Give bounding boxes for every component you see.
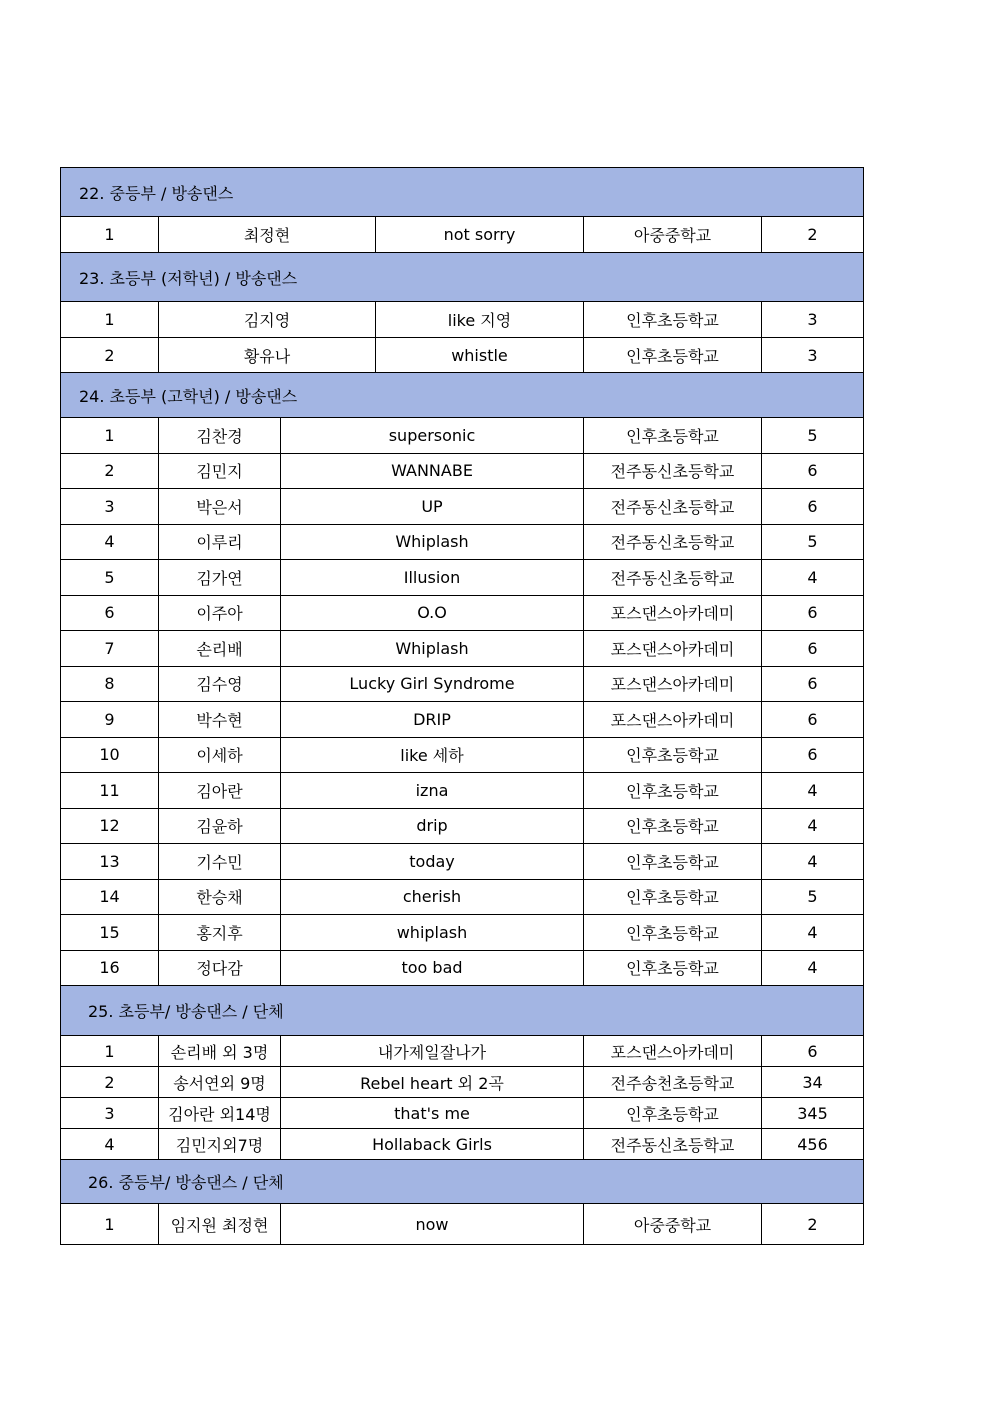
cell-number: 16 bbox=[61, 951, 159, 987]
cell-name: 홍지후 bbox=[159, 915, 281, 951]
cell-song: 내가제일잘나가 bbox=[281, 1036, 584, 1067]
cell-school: 포스댄스아카데미 bbox=[584, 631, 762, 667]
cell-number: 13 bbox=[61, 844, 159, 880]
cell-school: 전주동신초등학교 bbox=[584, 1129, 762, 1160]
section-22 bbox=[60, 167, 864, 253]
cell-name: 손리배 외 3명 bbox=[159, 1036, 281, 1067]
table-row bbox=[60, 951, 864, 987]
cell-song: UP bbox=[281, 489, 584, 525]
cell-grade: 6 bbox=[762, 667, 864, 703]
cell-name: 김찬경 bbox=[159, 418, 281, 454]
section-header: 23. 초등부 (저학년) / 방송댄스 bbox=[60, 253, 864, 302]
section-26 bbox=[60, 1160, 864, 1245]
table-row bbox=[60, 525, 864, 561]
cell-number: 7 bbox=[61, 631, 159, 667]
cell-number: 8 bbox=[61, 667, 159, 703]
cell-name: 이주아 bbox=[159, 596, 281, 632]
cell-name: 최정현 bbox=[159, 217, 376, 253]
cell-number: 11 bbox=[61, 773, 159, 809]
table-row bbox=[60, 1204, 864, 1245]
cell-number: 3 bbox=[61, 1098, 159, 1129]
cell-number: 10 bbox=[61, 738, 159, 774]
cell-name: 박수현 bbox=[159, 702, 281, 738]
cell-grade: 6 bbox=[762, 702, 864, 738]
cell-grade: 4 bbox=[762, 951, 864, 987]
cell-number: 4 bbox=[61, 1129, 159, 1160]
cell-school: 전주송천초등학교 bbox=[584, 1067, 762, 1098]
cell-number: 14 bbox=[61, 880, 159, 916]
cell-song: Hollaback Girls bbox=[281, 1129, 584, 1160]
cell-school: 전주동신초등학교 bbox=[584, 454, 762, 490]
cell-grade: 4 bbox=[762, 560, 864, 596]
table-row bbox=[60, 1129, 864, 1160]
cell-name: 정다감 bbox=[159, 951, 281, 987]
section-25-rows bbox=[60, 1036, 864, 1160]
cell-name: 김민지외7명 bbox=[159, 1129, 281, 1160]
section-23 bbox=[60, 253, 864, 373]
cell-song: too bad bbox=[281, 951, 584, 987]
section-header: 22. 중등부 / 방송댄스 bbox=[60, 167, 864, 217]
cell-grade: 2 bbox=[762, 217, 864, 253]
cell-name: 기수민 bbox=[159, 844, 281, 880]
cell-song: izna bbox=[281, 773, 584, 809]
cell-grade: 6 bbox=[762, 1036, 864, 1067]
section-header: 26. 중등부/ 방송댄스 / 단체 bbox=[60, 1160, 864, 1204]
table-row bbox=[60, 738, 864, 774]
table-row bbox=[60, 809, 864, 845]
cell-grade: 4 bbox=[762, 844, 864, 880]
cell-song: like 세하 bbox=[281, 738, 584, 774]
section-26-rows bbox=[60, 1204, 864, 1245]
cell-number: 3 bbox=[61, 489, 159, 525]
cell-number: 2 bbox=[61, 1067, 159, 1098]
cell-grade: 34 bbox=[762, 1067, 864, 1098]
cell-number: 1 bbox=[61, 1204, 159, 1245]
cell-name: 이세하 bbox=[159, 738, 281, 774]
cell-school: 인후초등학교 bbox=[584, 1098, 762, 1129]
cell-grade: 3 bbox=[762, 302, 864, 338]
cell-school: 인후초등학교 bbox=[584, 418, 762, 454]
cell-song: Whiplash bbox=[281, 631, 584, 667]
cell-school: 전주동신초등학교 bbox=[584, 489, 762, 525]
cell-song: that's me bbox=[281, 1098, 584, 1129]
cell-grade: 5 bbox=[762, 880, 864, 916]
cell-number: 2 bbox=[61, 338, 159, 373]
cell-name: 이루리 bbox=[159, 525, 281, 561]
table-row bbox=[60, 596, 864, 632]
cell-name: 김가연 bbox=[159, 560, 281, 596]
cell-name: 임지원 최정현 bbox=[159, 1204, 281, 1245]
results-table bbox=[60, 167, 864, 1245]
cell-song: today bbox=[281, 844, 584, 880]
cell-number: 2 bbox=[61, 454, 159, 490]
cell-school: 인후초등학교 bbox=[584, 302, 762, 338]
table-row bbox=[60, 217, 864, 253]
cell-grade: 4 bbox=[762, 773, 864, 809]
cell-school: 포스댄스아카데미 bbox=[584, 1036, 762, 1067]
table-row bbox=[60, 489, 864, 525]
cell-grade: 5 bbox=[762, 525, 864, 561]
table-row bbox=[60, 454, 864, 490]
table-row bbox=[60, 418, 864, 454]
cell-school: 인후초등학교 bbox=[584, 915, 762, 951]
cell-song: Rebel heart 외 2곡 bbox=[281, 1067, 584, 1098]
cell-school: 포스댄스아카데미 bbox=[584, 596, 762, 632]
table-row bbox=[60, 880, 864, 916]
cell-song: Illusion bbox=[281, 560, 584, 596]
cell-grade: 6 bbox=[762, 454, 864, 490]
section-25 bbox=[60, 986, 864, 1160]
section-header: 25. 초등부/ 방송댄스 / 단체 bbox=[60, 986, 864, 1036]
table-row bbox=[60, 302, 864, 338]
cell-school: 인후초등학교 bbox=[584, 738, 762, 774]
cell-song: whistle bbox=[376, 338, 584, 373]
cell-number: 12 bbox=[61, 809, 159, 845]
cell-song: like 지영 bbox=[376, 302, 584, 338]
cell-name: 김아란 bbox=[159, 773, 281, 809]
cell-song: whiplash bbox=[281, 915, 584, 951]
cell-grade: 6 bbox=[762, 631, 864, 667]
cell-grade: 5 bbox=[762, 418, 864, 454]
cell-song: not sorry bbox=[376, 217, 584, 253]
cell-name: 손리배 bbox=[159, 631, 281, 667]
cell-name: 김수영 bbox=[159, 667, 281, 703]
cell-song: WANNABE bbox=[281, 454, 584, 490]
cell-number: 1 bbox=[61, 302, 159, 338]
cell-grade: 4 bbox=[762, 809, 864, 845]
cell-name: 박은서 bbox=[159, 489, 281, 525]
table-row bbox=[60, 702, 864, 738]
cell-number: 5 bbox=[61, 560, 159, 596]
cell-name: 김민지 bbox=[159, 454, 281, 490]
table-row bbox=[60, 667, 864, 703]
cell-song: drip bbox=[281, 809, 584, 845]
cell-school: 인후초등학교 bbox=[584, 773, 762, 809]
table-row bbox=[60, 844, 864, 880]
cell-school: 전주동신초등학교 bbox=[584, 560, 762, 596]
cell-school: 인후초등학교 bbox=[584, 844, 762, 880]
cell-song: Lucky Girl Syndrome bbox=[281, 667, 584, 703]
cell-grade: 6 bbox=[762, 738, 864, 774]
cell-number: 4 bbox=[61, 525, 159, 561]
cell-name: 황유나 bbox=[159, 338, 376, 373]
table-row bbox=[60, 1067, 864, 1098]
cell-grade: 456 bbox=[762, 1129, 864, 1160]
cell-grade: 345 bbox=[762, 1098, 864, 1129]
cell-school: 인후초등학교 bbox=[584, 338, 762, 373]
cell-song: supersonic bbox=[281, 418, 584, 454]
cell-school: 아중중학교 bbox=[584, 217, 762, 253]
cell-school: 포스댄스아카데미 bbox=[584, 702, 762, 738]
table-row bbox=[60, 1098, 864, 1129]
cell-name: 김윤하 bbox=[159, 809, 281, 845]
cell-song: O.O bbox=[281, 596, 584, 632]
cell-number: 6 bbox=[61, 596, 159, 632]
cell-number: 15 bbox=[61, 915, 159, 951]
cell-grade: 2 bbox=[762, 1204, 864, 1245]
cell-song: Whiplash bbox=[281, 525, 584, 561]
cell-grade: 4 bbox=[762, 915, 864, 951]
cell-number: 1 bbox=[61, 1036, 159, 1067]
table-row bbox=[60, 338, 864, 373]
table-row bbox=[60, 773, 864, 809]
section-24 bbox=[60, 373, 864, 986]
table-row bbox=[60, 560, 864, 596]
cell-name: 김지영 bbox=[159, 302, 376, 338]
cell-song: now bbox=[281, 1204, 584, 1245]
cell-school: 포스댄스아카데미 bbox=[584, 667, 762, 703]
cell-name: 김아란 외14명 bbox=[159, 1098, 281, 1129]
cell-school: 인후초등학교 bbox=[584, 809, 762, 845]
cell-grade: 3 bbox=[762, 338, 864, 373]
cell-grade: 6 bbox=[762, 489, 864, 525]
table-row bbox=[60, 1036, 864, 1067]
cell-grade: 6 bbox=[762, 596, 864, 632]
cell-name: 송서연외 9명 bbox=[159, 1067, 281, 1098]
cell-school: 인후초등학교 bbox=[584, 880, 762, 916]
cell-school: 아중중학교 bbox=[584, 1204, 762, 1245]
section-24-rows bbox=[60, 418, 864, 986]
cell-number: 9 bbox=[61, 702, 159, 738]
cell-song: cherish bbox=[281, 880, 584, 916]
section-header: 24. 초등부 (고학년) / 방송댄스 bbox=[60, 373, 864, 418]
cell-school: 인후초등학교 bbox=[584, 951, 762, 987]
cell-school: 전주동신초등학교 bbox=[584, 525, 762, 561]
table-row bbox=[60, 631, 864, 667]
cell-number: 1 bbox=[61, 418, 159, 454]
cell-song: DRIP bbox=[281, 702, 584, 738]
cell-number: 1 bbox=[61, 217, 159, 253]
cell-name: 한승채 bbox=[159, 880, 281, 916]
table-row bbox=[60, 915, 864, 951]
